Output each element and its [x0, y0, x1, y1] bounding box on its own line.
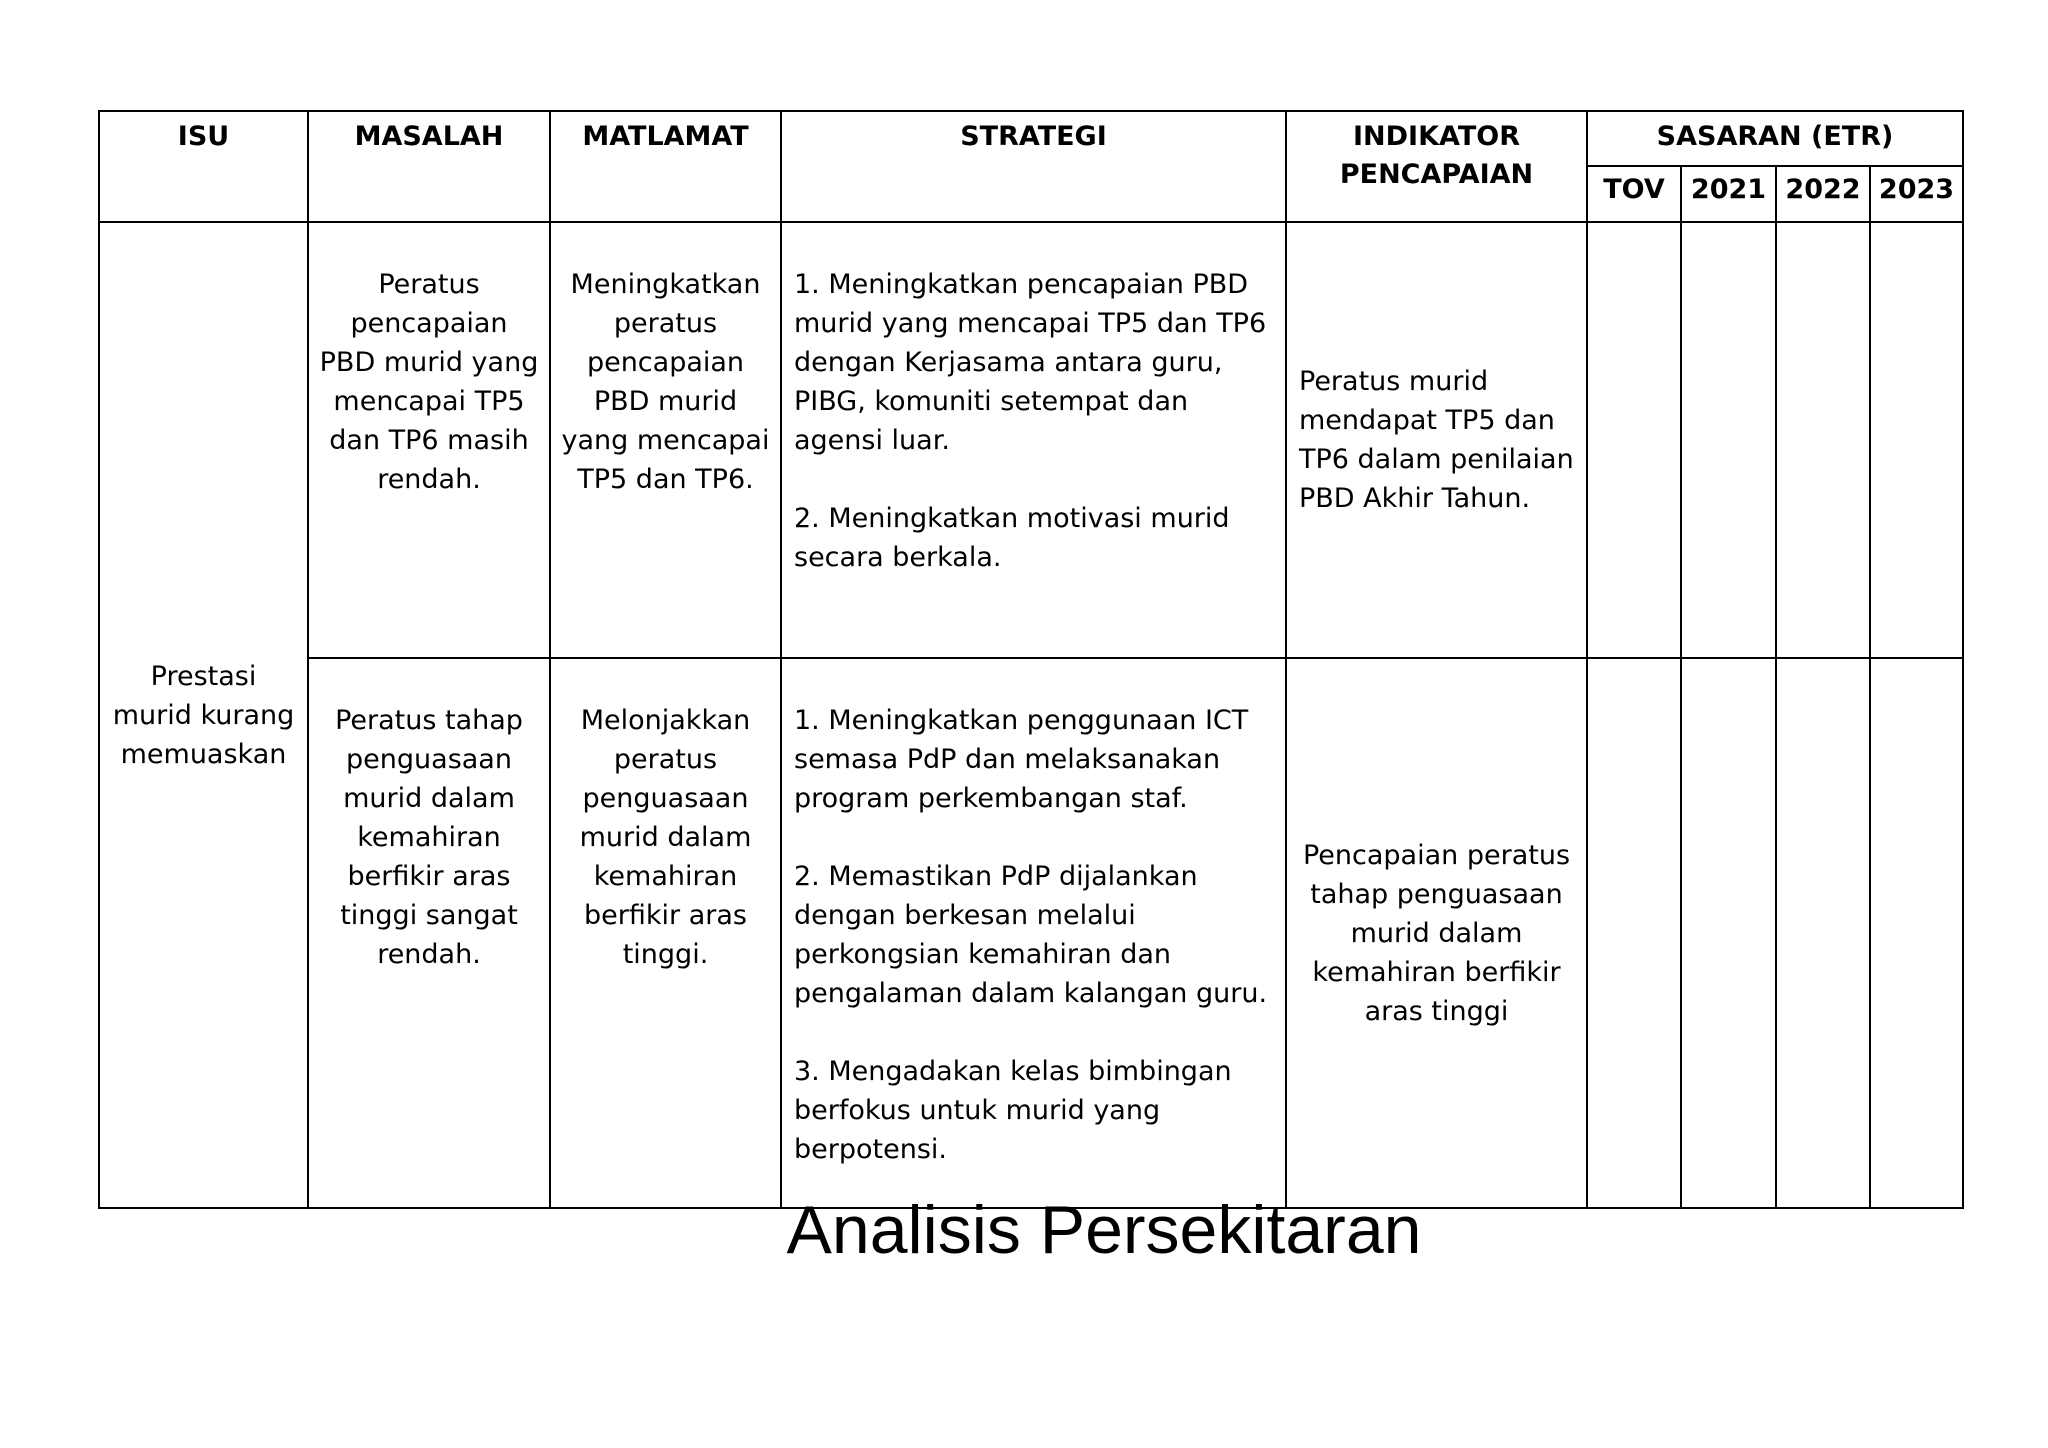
target-2023-cell: [1870, 658, 1963, 1208]
target-2021-cell: [1681, 222, 1776, 658]
strategi-item: 2. Memastikan PdP dijalankan dengan berkesan melalui perkongsian kemahiran dan pengalaman dalam kalangan guru.: [794, 861, 1268, 1009]
indikator-cell: Peratus murid mendapat TP5 dan TP6 dalam penilaian PBD Akhir Tahun.: [1286, 222, 1587, 658]
strategi-item: 1. Meningkatkan pencapaian PBD murid yang mencapai TP5 dan TP6 dengan Kerjasama antara guru, PIBG, komuniti setempat dan agensi luar.: [794, 269, 1267, 456]
header-strategi: STRATEGI: [781, 111, 1286, 222]
header-masalah: MASALAH: [308, 111, 550, 222]
strategic-plan-table: [98, 110, 1964, 1209]
target-2022-cell: [1776, 658, 1870, 1208]
strategi-item: 3. Mengadakan kelas bimbingan berfokus untuk murid yang berpotensi.: [794, 1056, 1232, 1165]
tov-cell: [1587, 658, 1681, 1208]
masalah-cell: Peratus tahap penguasaan murid dalam kemahiran berfikir aras tinggi sangat rendah.: [308, 658, 550, 1208]
strategi-item: 1. Meningkatkan penggunaan ICT semasa PdP dan melaksanakan program perkembangan staf.: [794, 705, 1249, 814]
header-2021: 2021: [1681, 166, 1776, 222]
header-indikator: INDIKATOR PENCAPAIAN: [1286, 111, 1587, 222]
matlamat-cell: Meningkatkan peratus pencapaian PBD murid yang mencapai TP5 dan TP6.: [550, 222, 781, 658]
strategi-cell: [781, 658, 1286, 1208]
strategi-item: 2. Meningkatkan motivasi murid secara berkala.: [794, 503, 1230, 573]
header-sasaran: SASARAN (ETR): [1587, 111, 1963, 166]
strategi-cell: [781, 222, 1286, 658]
header-tov: TOV: [1587, 166, 1681, 222]
tov-cell: [1587, 222, 1681, 658]
isu-cell: Prestasi murid kurang memuaskan: [99, 222, 308, 1208]
table-row: [99, 222, 1963, 658]
header-matlamat: MATLAMAT: [550, 111, 781, 222]
section-heading: Analisis Persekitaran: [786, 1192, 1422, 1268]
target-2022-cell: [1776, 222, 1870, 658]
matlamat-cell: Melonjakkan peratus penguasaan murid dalam kemahiran berfikir aras tinggi.: [550, 658, 781, 1208]
masalah-cell: Peratus pencapaian PBD murid yang mencapai TP5 dan TP6 masih rendah.: [308, 222, 550, 658]
target-2021-cell: [1681, 658, 1776, 1208]
table-header: [99, 111, 1963, 222]
indikator-cell: Pencapaian peratus tahap penguasaan murid dalam kemahiran berfikir aras tinggi: [1286, 658, 1587, 1208]
header-2022: 2022: [1776, 166, 1870, 222]
header-isu: ISU: [99, 111, 308, 222]
table-row: [99, 658, 1963, 1208]
header-2023: 2023: [1870, 166, 1963, 222]
target-2023-cell: [1870, 222, 1963, 658]
